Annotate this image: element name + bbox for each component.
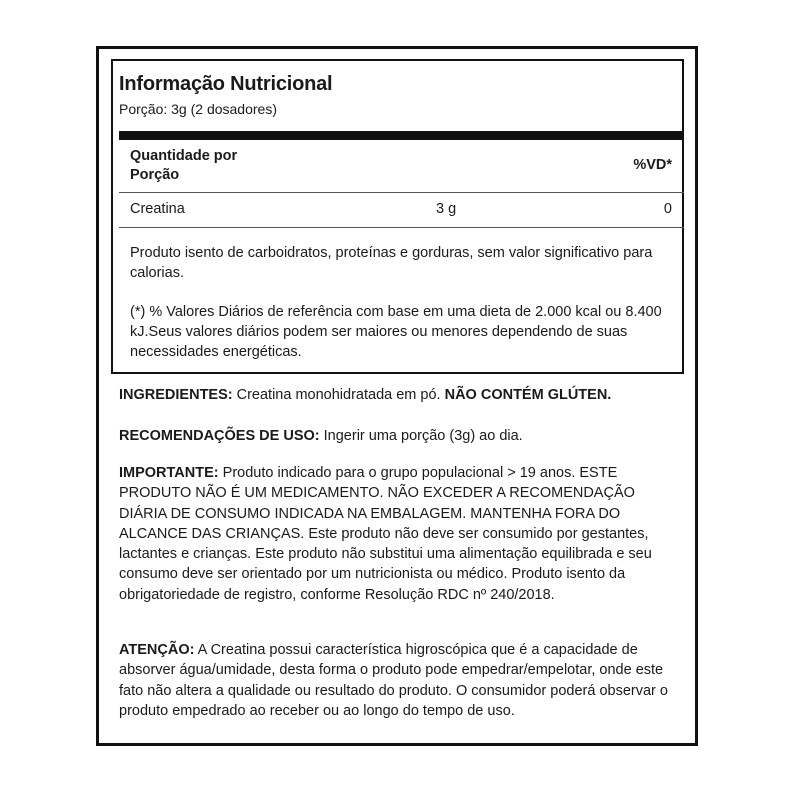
product-label: [96, 46, 698, 746]
daily-value-footnote: (*) % Valores Diários de referência com base em uma dieta de 2.000 kcal ou 8.400 kJ.Seus valores diários podem ser maiores ou menores dependendo de suas necessidades energéticas.: [130, 304, 662, 360]
ingredients-text: Creatina monohidratada em pó.: [232, 387, 445, 403]
attention-label: ATENÇÃO:: [119, 642, 195, 658]
important-paragraph: [119, 463, 679, 605]
nutrient-note: Produto isento de carboidratos, proteínas e gorduras, sem valor significativo para calorias.: [130, 245, 653, 281]
ingredients-paragraph: [119, 385, 679, 405]
gluten-warning: NÃO CONTÉM GLÚTEN.: [444, 387, 612, 403]
important-label: IMPORTANTE:: [119, 465, 219, 481]
attention-text: A Creatina possui característica higroscópica que é a capacidade de absorver água/umidade, desta forma o produto pode empedrar/empelotar, onde este fato não altera a qualidade ou resultado do produto. O consumidor poderá observar o produto empedrado ao receber ou ao longo do tempo de uso.: [119, 642, 668, 719]
nutrient-vd: 0: [663, 201, 672, 217]
vd-column-header: %VD*: [633, 157, 672, 173]
usage-paragraph: [119, 426, 679, 446]
nutrition-facts-table: [111, 59, 684, 374]
table-divider: [119, 192, 684, 193]
table-divider: [119, 227, 684, 228]
nutrient-name: Creatina: [130, 201, 185, 217]
usage-label: RECOMENDAÇÕES DE USO:: [119, 428, 320, 444]
usage-text: Ingerir uma porção (3g) ao dia.: [319, 428, 523, 444]
portion-size: Porção: 3g (2 dosadores): [119, 101, 277, 117]
thick-divider: [119, 131, 684, 140]
quantity-column-header: Quantidade por Porção: [130, 148, 238, 183]
ingredients-label: INGREDIENTES:: [119, 387, 233, 403]
attention-paragraph: [119, 640, 679, 721]
important-text: Produto indicado para o grupo populacional > 19 anos. ESTE PRODUTO NÃO É UM MEDICAMENTO. NÃO EXCEDER A RECOMENDAÇÃO DIÁRIA DE CONSUMO INDICADA NA EMBALAGEM. MANTENHA FORA DO ALCANCE DAS CRIANÇAS. Este produto não deve ser consumido por gestantes, lactantes e crianças. Este produto não substitui uma alimentação equilibrada e seu consumo deve ser orientado por um nutricionista ou médico. Produto isento da obrigatoriedade de registro, conforme Resolução RDC nº 240/2018.: [119, 465, 652, 603]
nutrition-title: Informação Nutricional: [119, 73, 333, 95]
nutrient-amount: 3 g: [436, 201, 457, 217]
